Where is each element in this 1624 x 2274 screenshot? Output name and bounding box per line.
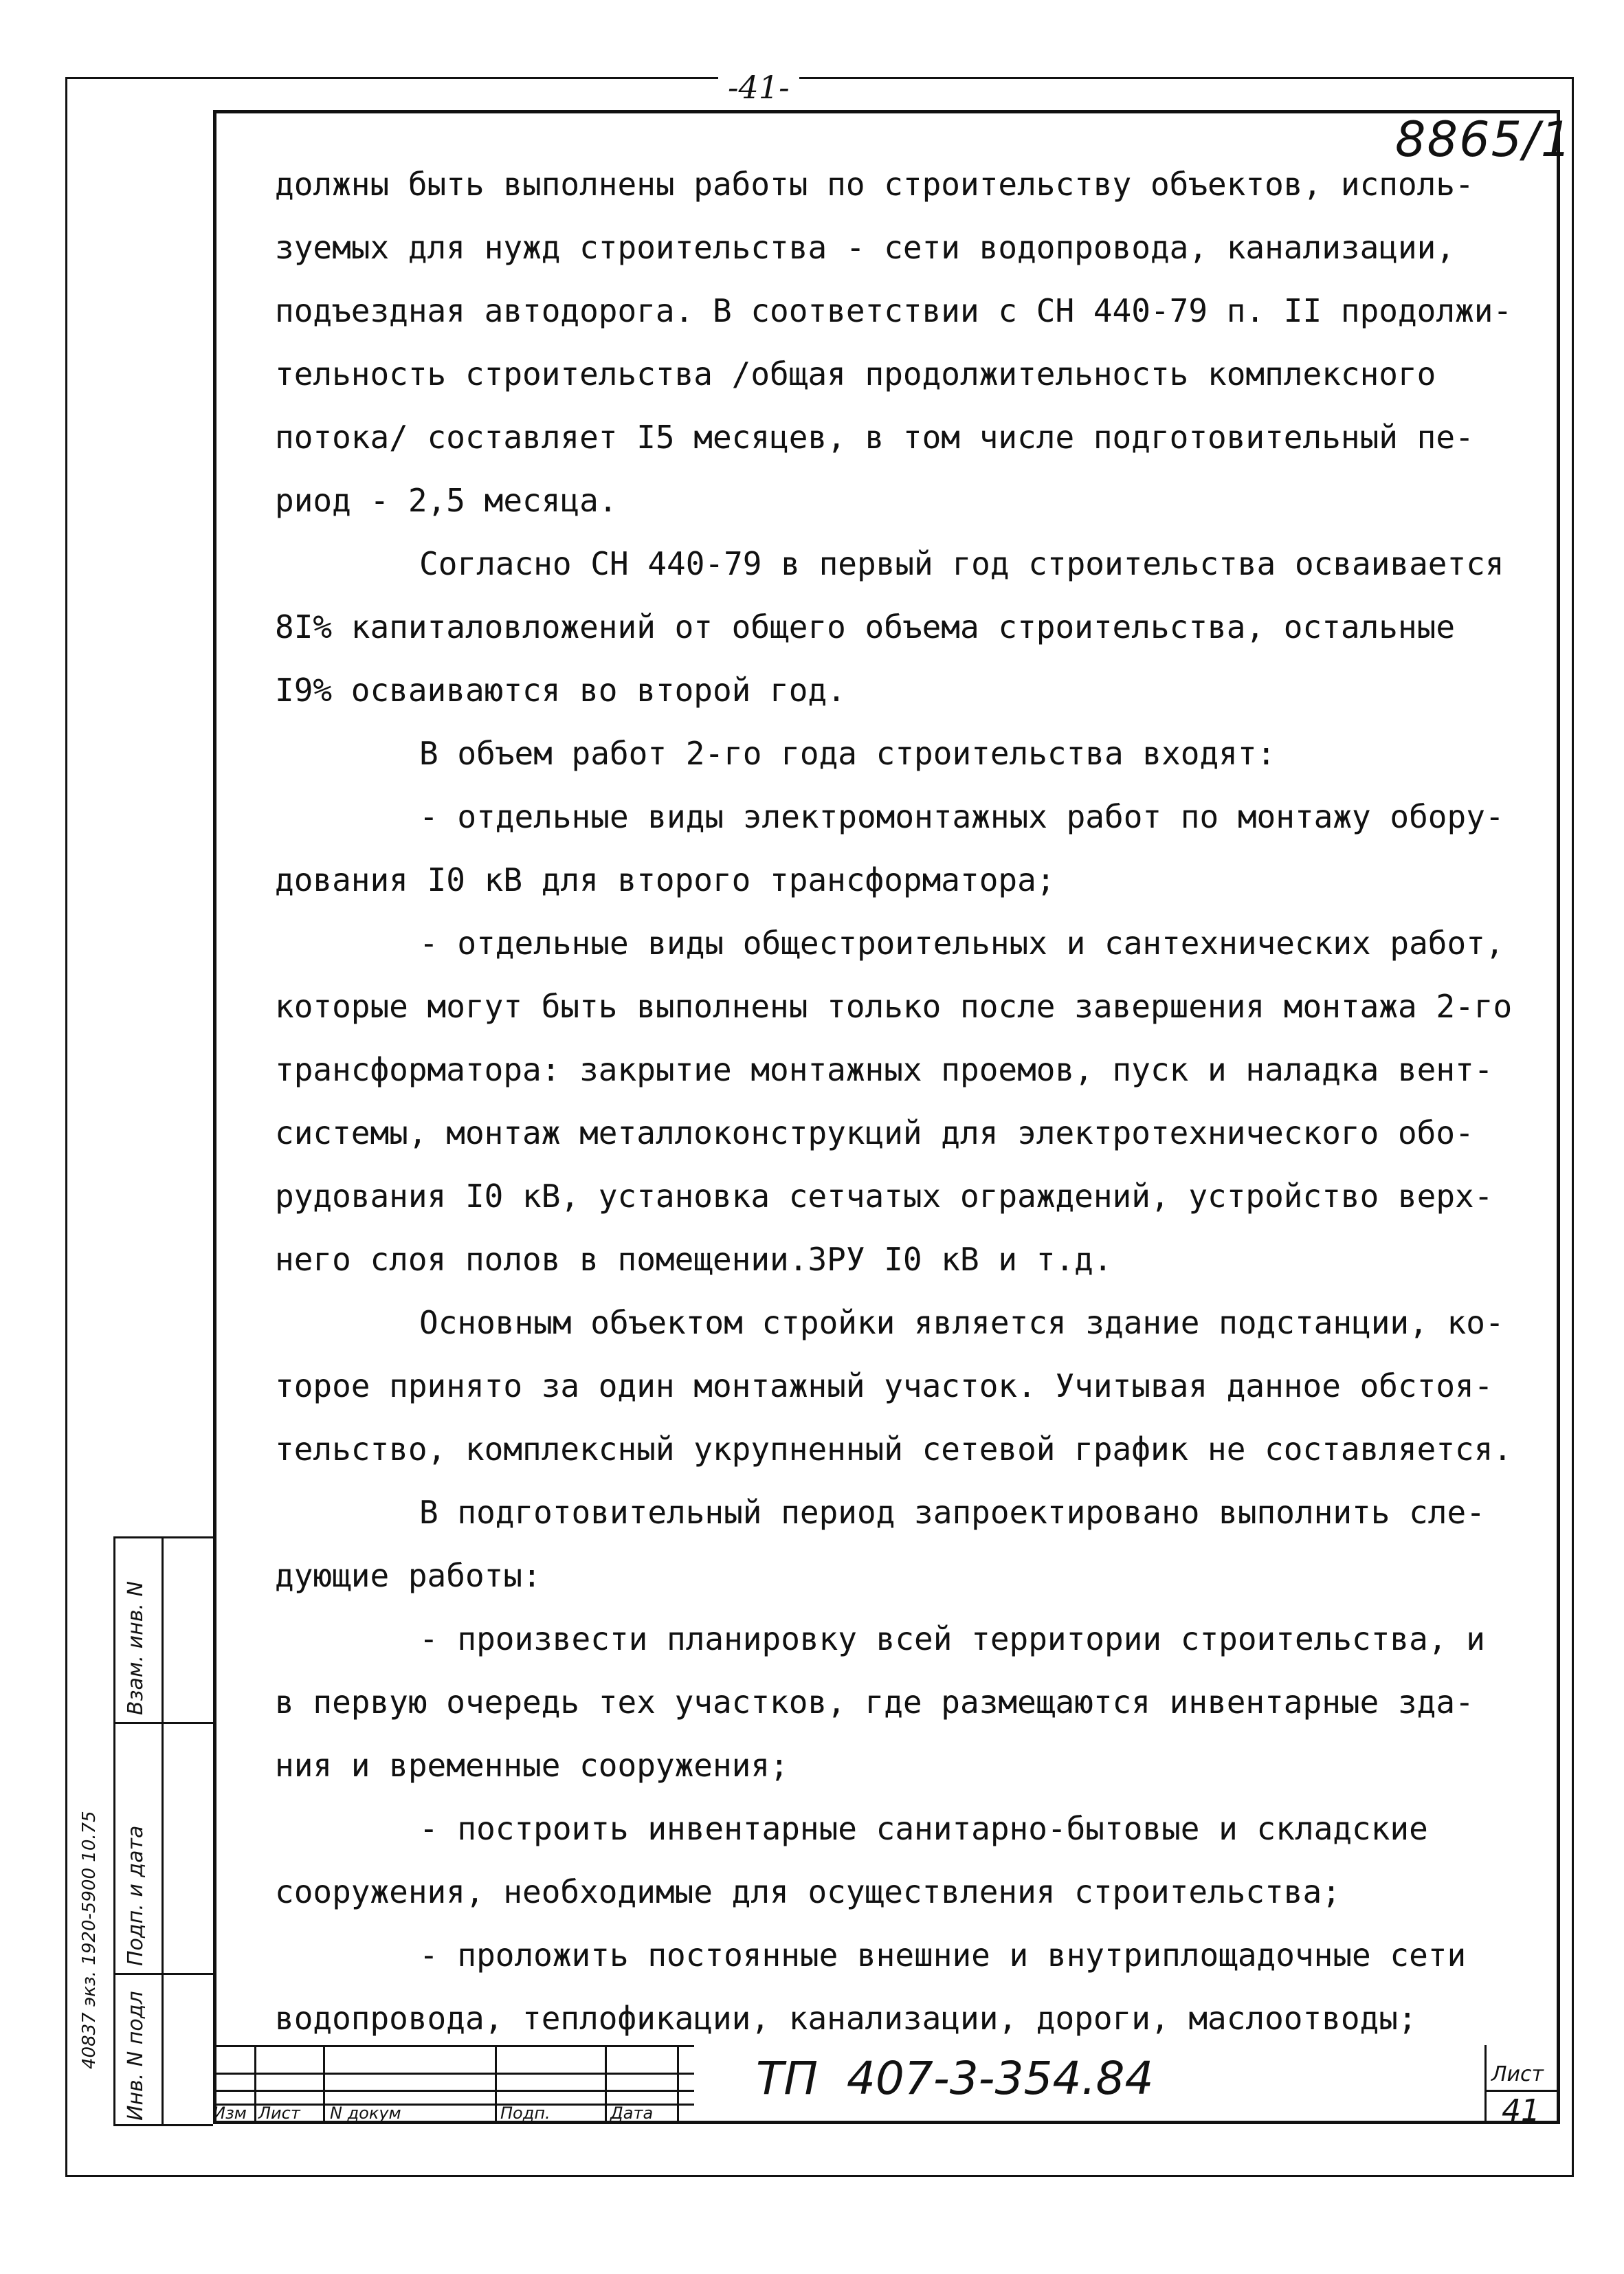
body-line: в первую очередь тех участков, где размещаются инвентарные зда- (275, 1684, 1474, 1721)
body-line: потока/ составляет I5 месяцев, в том числе подготовительный пе- (275, 419, 1474, 456)
body-line: В подготовительный период запроектировано выполнить сле- (419, 1494, 1485, 1531)
body-line: Согласно СН 440-79 в первый год строительства осваивается (419, 545, 1504, 582)
body-line: системы, монтаж металлоконструкций для электротехнического обо- (275, 1114, 1474, 1151)
body-line: дования I0 кВ для второго трансформатора; (275, 861, 1056, 898)
sheet-number: 41 (1502, 2093, 1540, 2128)
body-line: зуемых для нужд строительства - сети водопровода, канализации, (275, 229, 1456, 266)
col-list: Лист (258, 2104, 300, 2123)
body-line: риод - 2,5 месяца. (275, 482, 618, 519)
body-line: ния и временные сооружения; (275, 1747, 789, 1784)
body-line: - произвести планировку всей территории строительства, и (419, 1620, 1485, 1657)
col-podp: Подп. (500, 2104, 550, 2123)
body-line: - проложить постоянные внешние и внутриплощадочные сети (419, 1936, 1467, 1974)
body-line: Основным объектом стройки является здание подстанции, ко- (419, 1304, 1504, 1341)
body-line: дующие работы: (275, 1557, 542, 1594)
col-data: Дата (610, 2104, 654, 2123)
field-podp-data: Подп. и дата (124, 1825, 148, 1966)
handwritten-note: 40837 экз. 1920-5900 10.75 (79, 1811, 100, 2069)
sheet-label: Лист (1491, 2062, 1544, 2086)
body-line: - построить инвентарные санитарно-бытовые и складские (419, 1810, 1428, 1847)
designation: ТП 407-3-354.84 (756, 2052, 1154, 2105)
body-line: водопровода, теплофикации, канализации, дороги, маслоотводы; (275, 2000, 1417, 2037)
body-line: тельство, комплексный укрупненный сетевой график не составляется. (275, 1431, 1513, 1468)
body-line: должны быть выполнены работы по строительству объектов, исполь- (275, 166, 1474, 203)
body-line: трансформатора: закрытие монтажных проемов, пуск и наладка вент- (275, 1051, 1493, 1088)
body-line: тельность строительства /общая продолжительность комплексного (275, 355, 1436, 393)
body-line: торое принято за один монтажный участок. Учитывая данное обстоя- (275, 1367, 1493, 1404)
col-izm: Изм (213, 2104, 247, 2123)
body-line: сооружения, необходимые для осуществления строительства; (275, 1873, 1341, 1910)
body-line: 8I% капиталовложений от общего объема строительства, остальные (275, 608, 1456, 645)
body-line: I9% осваиваются во второй год. (275, 672, 846, 709)
body-line: которые могут быть выполнены только после завершения монтажа 2-го (275, 988, 1513, 1025)
body-line: рудования I0 кВ, установка сетчатых ограждений, устройство верх- (275, 1178, 1493, 1215)
body-line: - отдельные виды электромонтажных работ по монтажу обору- (419, 798, 1504, 835)
body-line: него слоя полов в помещении.ЗРУ I0 кВ и т.д. (275, 1241, 1113, 1278)
field-vzam-inv: Взам. инв. N (124, 1581, 148, 1715)
body-text (275, 168, 1533, 2066)
col-ndokum: N докум (330, 2104, 401, 2123)
field-inv-podl: Инв. N подл (124, 1991, 148, 2121)
body-line: - отдельные виды общестроительных и сантехнических работ, (419, 925, 1504, 962)
page-number-top: -41- (718, 69, 799, 106)
body-line: подъездная автодорога. В соответствии с СН 440-79 п. II продолжи- (275, 292, 1513, 329)
body-line: В объем работ 2-го года строительства входят: (419, 735, 1276, 772)
document-code: 8865/1 (1395, 111, 1573, 168)
